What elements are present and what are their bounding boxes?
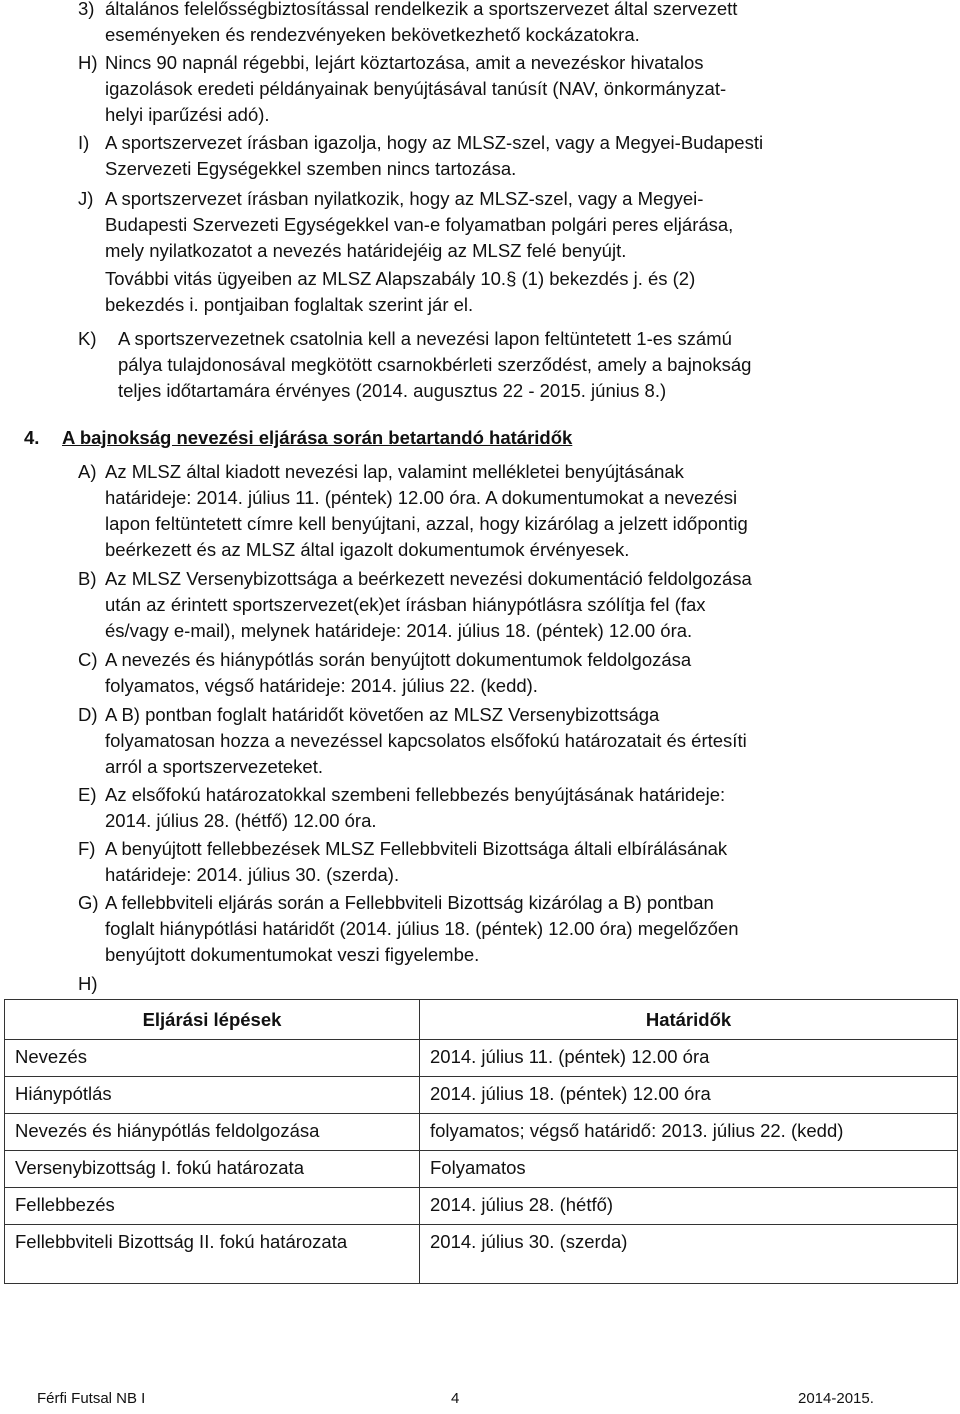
- footer-season: 2014-2015.: [798, 1390, 874, 1407]
- list-label: H): [78, 973, 98, 994]
- list-text-line: teljes időtartamára érvényes (2014. augusztus 22 - 2015. június 8.): [118, 380, 667, 401]
- list-text-line: és/vagy e-mail), melynek határideje: 2014. július 18. (péntek) 12.00 óra.: [105, 620, 693, 641]
- list-text-line: eseményeken és rendezvényeken bekövetkezhető kockázatokra.: [105, 24, 640, 45]
- list-text-line: általános felelősségbiztosítással rendelkezik a sportszervezet által szervezett: [105, 0, 738, 19]
- list-text-line: folyamatosan hozza a nevezéssel kapcsolatos elsőfokú határozatait és értesíti: [105, 730, 747, 751]
- list-item-k: [78, 326, 924, 404]
- table-row: [5, 1225, 958, 1284]
- list-item-3: [78, 0, 924, 48]
- list-text-line: A sportszervezet írásban nyilatkozik, hogy az MLSZ-szel, vagy a Megyei-: [105, 188, 704, 209]
- table-cell-step: Nevezés és hiánypótlás feldolgozása: [5, 1114, 420, 1151]
- list-text-line: beérkezett és az MLSZ által igazolt dokumentumok érvényesek.: [105, 539, 630, 560]
- list-text-line: határideje: 2014. július 30. (szerda).: [105, 864, 400, 885]
- table-row: [5, 1188, 958, 1225]
- list-label: H): [78, 52, 98, 73]
- deadlines-table: [4, 999, 958, 1284]
- list-continuation: [105, 266, 785, 318]
- table-cell-step: Fellebbviteli Bizottság II. fokú határozata: [5, 1225, 420, 1284]
- table-cell-step: Fellebbezés: [5, 1188, 420, 1225]
- table-cell-deadline: Folyamatos: [420, 1151, 958, 1188]
- list-label: F): [78, 838, 96, 859]
- list-text-line: A benyújtott fellebbezések MLSZ Fellebbviteli Bizottsága általi elbírálásának: [105, 838, 728, 859]
- list-text-line: Az MLSZ Versenybizottsága a beérkezett nevezési dokumentáció feldolgozása: [105, 568, 752, 589]
- list-text-line: benyújtott dokumentumokat veszi figyelembe.: [105, 944, 480, 965]
- table-header-cell: Határidők: [420, 1000, 958, 1040]
- table-row: [5, 1040, 958, 1077]
- list-item-a: [78, 459, 924, 563]
- table-cell-deadline: folyamatos; végső határidő: 2013. július 22. (kedd): [420, 1114, 958, 1151]
- list-text-line: arról a sportszervezeteket.: [105, 756, 323, 777]
- list-text-line: mely nyilatkozatot a nevezés határidejéig az MLSZ felé benyújt.: [105, 240, 627, 261]
- list-label: D): [78, 704, 98, 725]
- list-text-line: pálya tulajdonosával megkötött csarnokbérleti szerződést, amely a bajnokság: [118, 354, 752, 375]
- list-item-e: [78, 782, 924, 834]
- footer-page-number: 4: [451, 1390, 460, 1407]
- list-text-line: 2014. július 28. (hétfő) 12.00 óra.: [105, 810, 377, 831]
- list-text-line: helyi iparűzési adó).: [105, 104, 270, 125]
- table-cell-step: Hiánypótlás: [5, 1077, 420, 1114]
- table-cell-step: Versenybizottság I. fokú határozata: [5, 1151, 420, 1188]
- list-text-line: Az MLSZ által kiadott nevezési lap, valamint mellékletei benyújtásának: [105, 461, 684, 482]
- list-label: 3): [78, 0, 95, 19]
- table-row: [5, 1151, 958, 1188]
- list-item-h2: [78, 971, 138, 997]
- list-label: G): [78, 892, 99, 913]
- table-row: [5, 1077, 958, 1114]
- list-item-d: [78, 702, 924, 780]
- list-text-line: határideje: 2014. július 11. (péntek) 12.00 óra. A dokumentumokat a nevezési: [105, 487, 738, 508]
- list-item-j: [78, 186, 924, 264]
- list-label: C): [78, 649, 98, 670]
- list-text-line: Az elsőfokú határozatokkal szembeni fellebbezés benyújtásának határideje:: [105, 784, 726, 805]
- list-label: A): [78, 461, 97, 482]
- section-heading: [24, 425, 572, 451]
- list-item-b: [78, 566, 924, 644]
- list-label: E): [78, 784, 97, 805]
- list-text-line: A B) pontban foglalt határidőt követően az MLSZ Versenybizottsága: [105, 704, 660, 725]
- list-text-line: Nincs 90 napnál régebbi, lejárt köztartozása, amit a nevezéskor hivatalos: [105, 52, 704, 73]
- table-cell-deadline: 2014. július 18. (péntek) 12.00 óra: [420, 1077, 958, 1114]
- list-text-line: lapon feltüntetett címre kell benyújtani, azzal, hogy kizárólag a jelzett időpontig: [105, 513, 748, 534]
- list-text-line: bekezdés i. pontjaiban foglaltak szerint jár el.: [105, 294, 474, 315]
- list-item-i: [78, 130, 924, 182]
- list-text-line: A sportszervezetnek csatolnia kell a nevezési lapon feltüntetett 1-es számú: [118, 328, 732, 349]
- table-header-cell: Eljárási lépések: [5, 1000, 420, 1040]
- list-item-g: [78, 890, 924, 968]
- list-label: I): [78, 132, 90, 153]
- list-item-c: [78, 647, 924, 699]
- list-text-line: folyamatos, végső határideje: 2014. július 22. (kedd).: [105, 675, 538, 696]
- section-number: 4.: [24, 427, 40, 448]
- list-label: K): [78, 328, 97, 349]
- list-item-h: [78, 50, 924, 128]
- list-text-line: igazolások eredeti példányainak benyújtásával tanúsít (NAV, önkormányzat-: [105, 78, 727, 99]
- list-item-f: [78, 836, 924, 888]
- section-title: A bajnokság nevezési eljárása során betartandó határidők: [62, 427, 573, 448]
- list-text-line: után az érintett sportszervezet(ek)et írásban hiánypótlásra szólítja fel (fax: [105, 594, 706, 615]
- table-header-row: [5, 1000, 958, 1040]
- footer-left: Férfi Futsal NB I: [37, 1390, 146, 1407]
- list-label: B): [78, 568, 97, 589]
- list-text-line: A nevezés és hiánypótlás során benyújtott dokumentumok feldolgozása: [105, 649, 692, 670]
- table-cell-deadline: 2014. július 30. (szerda): [420, 1225, 958, 1284]
- list-label: J): [78, 188, 94, 209]
- list-text-line: A fellebbviteli eljárás során a Fellebbviteli Bizottság kizárólag a B) pontban: [105, 892, 714, 913]
- list-text-line: Szervezeti Egységekkel szemben nincs tartozása.: [105, 158, 517, 179]
- list-text-line: További vitás ügyeiben az MLSZ Alapszabály 10.§ (1) bekezdés j. és (2): [105, 268, 696, 289]
- list-text-line: A sportszervezet írásban igazolja, hogy az MLSZ-szel, vagy a Megyei-Budapesti: [105, 132, 764, 153]
- list-text-line: Budapesti Szervezeti Egységekkel van-e folyamatban polgári peres eljárása,: [105, 214, 734, 235]
- table-row: [5, 1114, 958, 1151]
- table-cell-step: Nevezés: [5, 1040, 420, 1077]
- table-cell-deadline: 2014. július 28. (hétfő): [420, 1188, 958, 1225]
- table-cell-deadline: 2014. július 11. (péntek) 12.00 óra: [420, 1040, 958, 1077]
- list-text-line: foglalt hiánypótlási határidőt (2014. július 18. (péntek) 12.00 óra) megelőzően: [105, 918, 739, 939]
